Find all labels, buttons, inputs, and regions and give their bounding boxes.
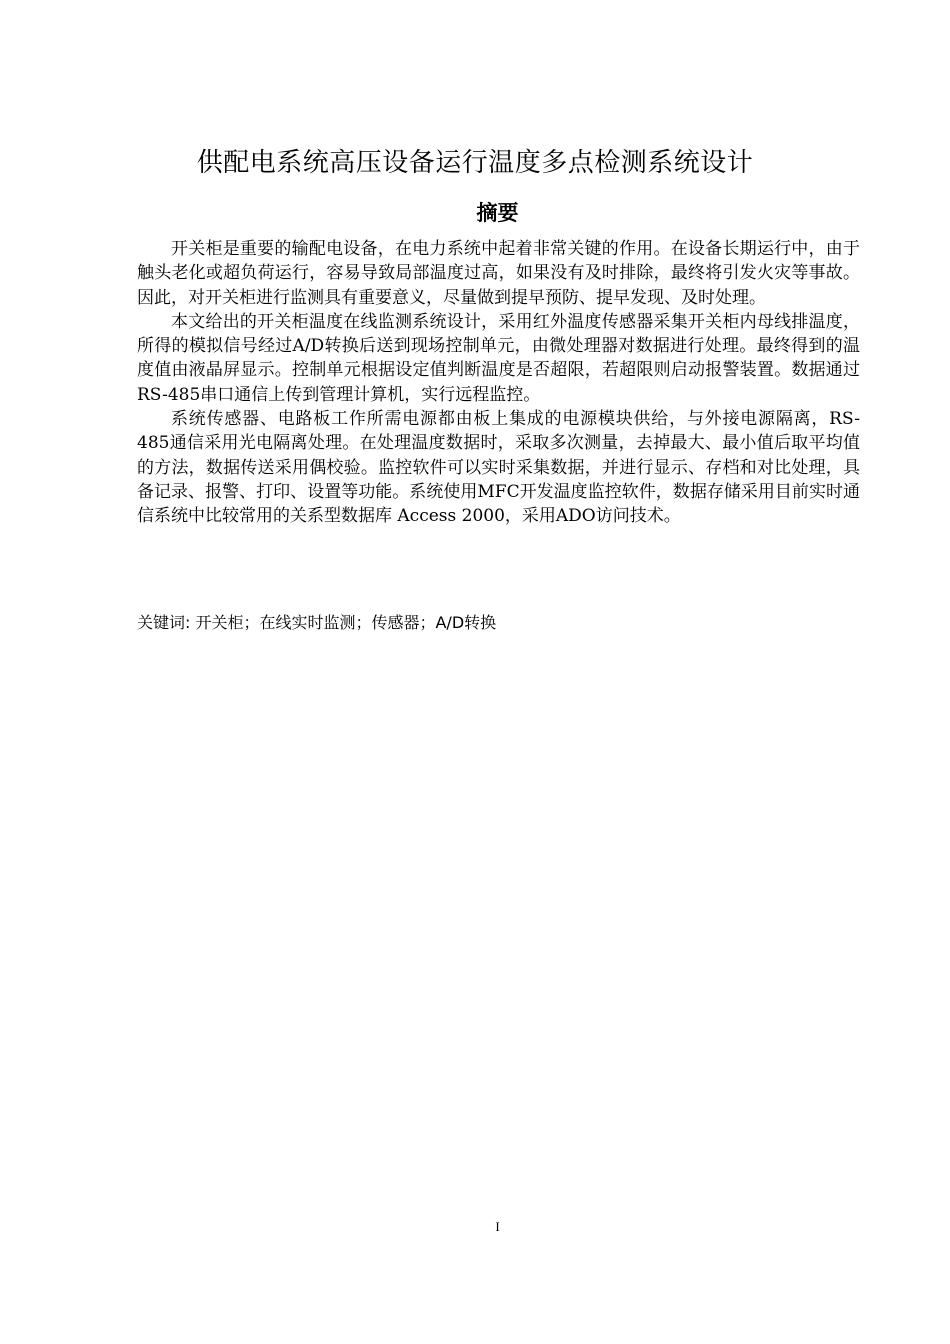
abstract-paragraph-1: 开关柜是重要的输配电设备，在电力系统中起着非常关键的作用。在设备长期运行中，由于触头老化或超负荷运行，容易导致局部温度过高，如果没有及时排除，最终将引发火灾等事故。因此，对开关柜进行监测具有重要意义，尽量做到提早预防、提早发现、及时处理。 [137, 239, 860, 308]
keywords-line: 关键词: 开关柜；在线实时监测；传感器；A/D转换 [137, 613, 497, 632]
abstract-heading: 摘要 [476, 201, 519, 225]
abstract-paragraph-2: 本文给出的开关柜温度在线监测系统设计，采用红外温度传感器采集开关柜内母线排温度，所得的模拟信号经过A/D转换后送到现场控制单元，由微处理器对数据进行处理。最终得到的温度值由液晶屏显示。控制单元根据设定值判断温度是否超限，若超限则启动报警装置。数据通过RS-485串口通信上传到管理计算机，实行远程监控。 [137, 311, 860, 405]
abstract-body [137, 237, 860, 529]
abstract-paragraph-3: 系统传感器、电路板工作所需电源都由板上集成的电源模块供给，与外接电源隔离，RS-485通信采用光电隔离处理。在处理温度数据时，采取多次测量，去掉最大、最小值后取平均值的方法，数据传送采用偶校验。监控软件可以实时采集数据，并进行显示、存档和对比处理，具备记录、报警、打印、设置等功能。系统使用MFC开发温度监控软件，数据存储采用目前实时通信系统中比较常用的关系型数据库 Access 2000，采用ADO访问技术。 [137, 409, 860, 527]
document-title: 供配电系统高压设备运行温度多点检测系统设计 [196, 148, 754, 178]
page-number: I [495, 1219, 500, 1234]
